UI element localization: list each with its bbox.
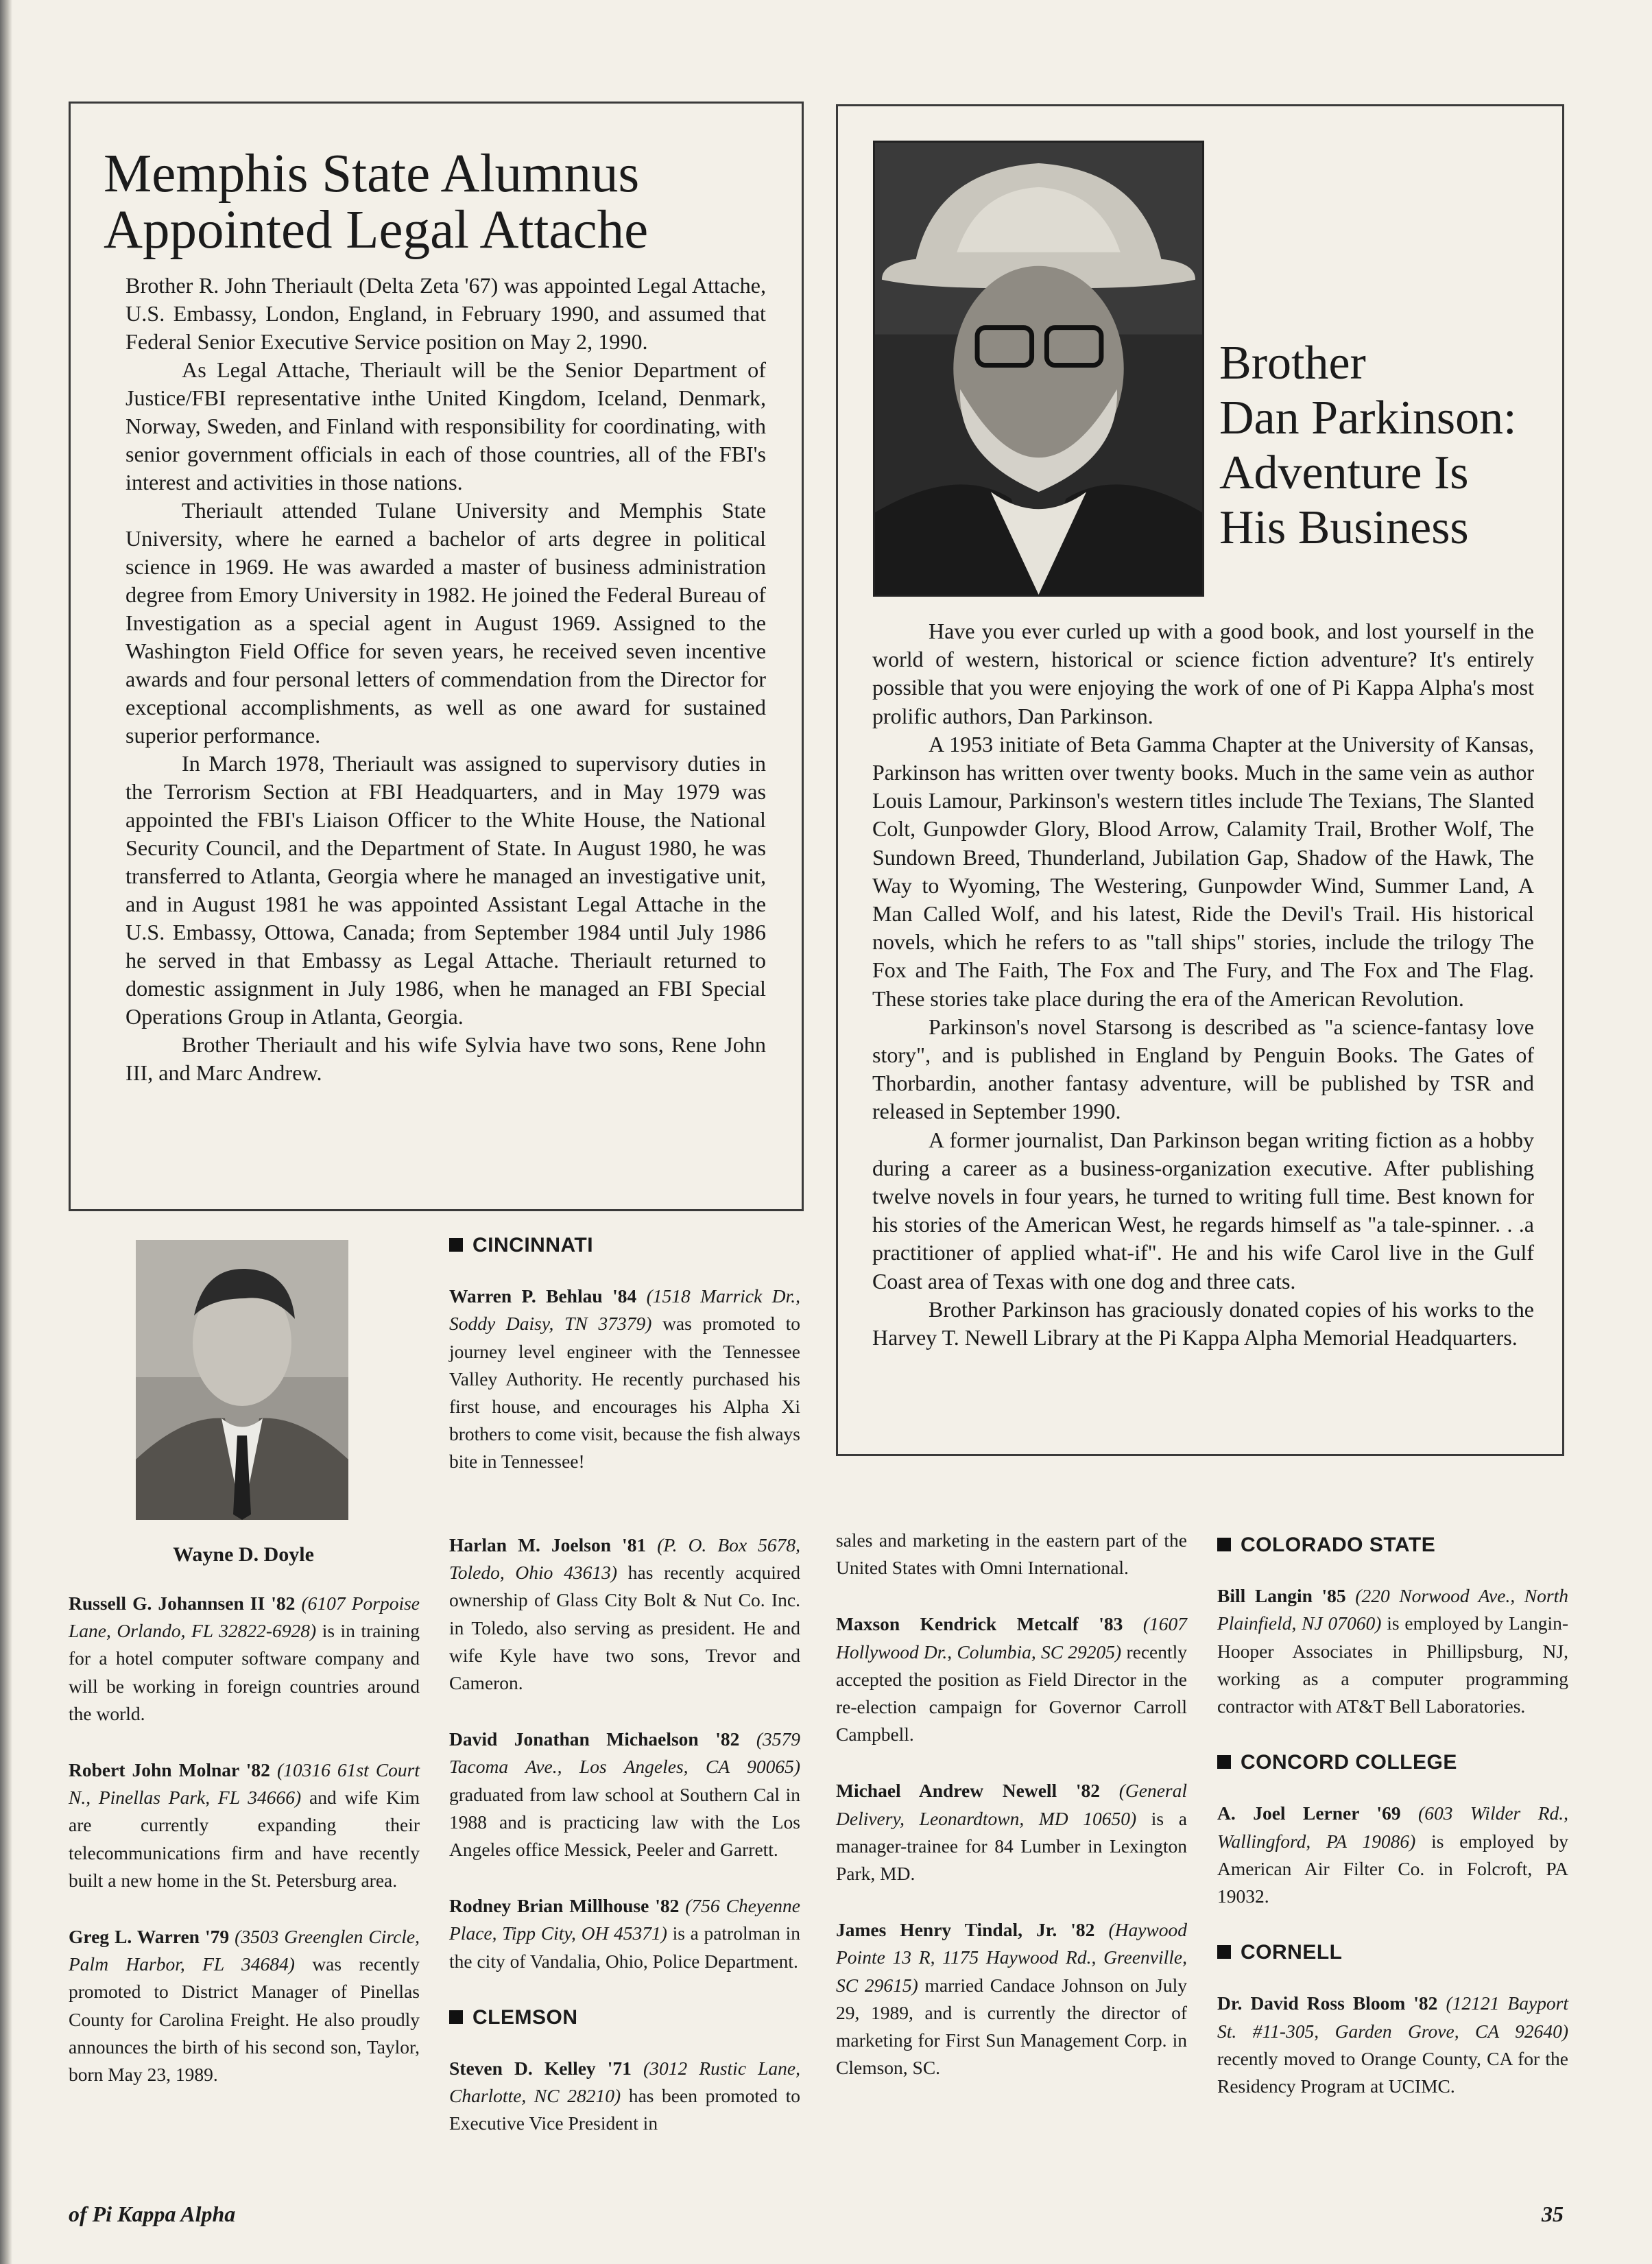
alumni-entry [449,1283,800,1475]
section-heading-colorado-state: COLORADO STATE [1217,1532,1568,1559]
alumni-text: was promoted to journey level engineer with the Tennessee Valley Authority. He recently purchased his first house, and encourages his Alpha Xi brothers to come visit, because the fish always bite in Tennessee! [449,1313,801,1473]
parkinson-paragraph: Have you ever curled up with a good book, and lost yourself in the world of western, historical or science fiction adventure? It's entirely possible that you were enjoying the work of one of Pi Kappa Alpha's most prolific authors, Dan Parkinson. [872,619,1534,728]
theriault-paragraph: In March 1978, Theriault was assigned to supervisory duties in the Terrorism Section at FBI Headquarters, and in May 1979 was appointed the FBI's Liaison Officer to the White House, the National Security Council, and the Department of State. In August 1980, he was transferred to Atlanta, Georgia where he managed an investigative unit, and in August 1981 he was appointed Assistant Legal Attache in the U.S. Embassy, Ottowa, Canada; from September 1984 until July 1986 he served in that Embassy as Legal Attache. Theriault returned to domestic assignment in July 1986, when he managed an FBI Special Operations Group in Atlanta, Georgia. [125,751,766,1029]
section-bullet-icon [1217,1945,1231,1959]
alumni-text: has been promoted to Executive Vice President in [449,2085,800,2134]
alumni-entry [69,1923,420,2088]
parkinson-title: Brother Dan Parkinson: Adventure Is His Business [1219,337,1517,554]
alumni-text: is a patrolman in the city of Vandalia, Ohio, Police Department. [449,1922,800,1972]
section-bullet-icon [1217,1755,1231,1769]
alumni-column-2-bottom [449,1532,800,2167]
alumni-address: (3503 Greenglen Circle, Palm Harbor, FL 34684) [69,1926,420,1975]
alumni-entry-continued [836,1527,1187,1582]
alumni-name: James Henry Tindal, Jr. '82 [836,1919,1095,1941]
footer-publication: of Pi Kappa Alpha [69,2202,236,2226]
page-binding-shadow [0,0,12,2264]
section-bullet-icon [449,2010,463,2024]
parkinson-body [872,617,1534,1352]
alumni-text: married Candace Johnson on July 29, 1989, and is currently the director of marketing for First Sun Management Corp. in Clemson, SC. [836,1974,1188,2079]
alumni-text: is in training for a hotel computer software company and will be working in foreign countries around the world. [69,1620,420,1724]
page-number: 35 [1542,2202,1564,2226]
theriault-body [125,272,766,1087]
alumni-entry [449,1532,800,1697]
alumni-name: Greg L. Warren '79 [69,1926,230,1948]
alumni-address: (220 Norwood Ave., North Plainfield, NJ 07060) [1217,1585,1568,1634]
alumni-text: is a manager-trainee for 84 Lumber in Lexington Park, MD. [836,1807,1187,1885]
alumni-address: (10316 61st Court N., Pinellas Park, FL 34666) [69,1759,420,1809]
alumni-name: Dr. David Ross Bloom '82 [1217,1992,1438,2014]
alumni-address: (3579 Tacoma Ave., Los Angeles, CA 90065) [449,1728,800,1778]
alumni-address: (Haywood Pointe 13 R, 1175 Haywood Rd., Greenville, SC 29615) [836,1919,1188,1996]
alumni-entry [1217,1582,1568,1720]
alumni-name: Maxson Kendrick Metcalf '83 [836,1613,1123,1635]
alumni-entry [836,1777,1187,1887]
doyle-portrait-photo [136,1240,348,1520]
parkinson-article [836,104,1564,1456]
doyle-caption: Wayne D. Doyle [173,1543,314,1566]
parkinson-paragraph: Brother Parkinson has graciously donated copies of his works to the Harvey T. Newell Library at the Pi Kappa Alpha Memorial Headquarters. [872,1296,1534,1350]
section-bullet-icon [449,1238,463,1252]
parkinson-paragraph: A former journalist, Dan Parkinson began writing fiction as a hobby during a career as a business-organization executive. After publishing twelve novels in four years, he turned to writing full time. Best known for his stories of the American West, he regards himself as "a tale-spinner. . .a practitioner of applied what-if". He and his wife Carol live in the Gulf Coast area of Texas with one dog and three cats. [872,1127,1534,1294]
alumni-text: is employed by American Air Filter Co. in Folcroft, PA 19032. [1217,1830,1568,1907]
section-heading-concord-college: CONCORD COLLEGE [1217,1749,1568,1776]
alumni-address: (3012 Rustic Lane, Charlotte, NC 28210) [449,2058,800,2107]
theriault-paragraph: Brother R. John Theriault (Delta Zeta '67) was appointed Legal Attache, U.S. Embassy, London, England, in February 1990, and assumed that Federal Senior Executive Service position on May 2, 1990. [125,273,766,354]
parkinson-paragraph: Parkinson's novel Starsong is described as "a science-fantasy love story", and is published in England by Penguin Books. The Gates of Thorbardin, another fantasy adventure, will be published by TSR and released in September 1990. [872,1014,1534,1124]
theriault-paragraph: Theriault attended Tulane University and Memphis State University, where he earned a bachelor of arts degree in political science in 1969. He was awarded a master of business administration degree from Emory University in 1982. He joined the Federal Bureau of Investigation as a special agent in August 1969. Assigned to the Washington Field Office for seven years, he received seven incentive awards and four personal letters of commendation from the Director for exceptional accomplishments, as well as one award for sustained superior performance. [125,498,766,748]
alumni-text: recently accepted the position as Field Director in the re-election campaign for Governor Carroll Campbell. [836,1641,1188,1745]
alumni-name: Warren P. Behlau '84 [449,1285,637,1307]
alumni-entry [449,2055,800,2138]
parkinson-portrait-photo [873,141,1204,597]
section-heading-clemson: CLEMSON [449,2004,800,2031]
alumni-entry [69,1590,420,1728]
alumni-entry [1217,1800,1568,1910]
theriault-article [69,102,804,1211]
alumni-column-4 [1217,1532,1568,2129]
alumni-text: sales and marketing in the eastern part of the United States with Omni International. [836,1529,1187,1579]
alumni-name: A. Joel Lerner '69 [1217,1802,1401,1824]
alumni-entry [836,1610,1187,1748]
alumni-entry [1217,1990,1568,2100]
section-bullet-icon [1217,1538,1231,1551]
alumni-address: (603 Wilder Rd., Wallingford, PA 19086) [1217,1802,1569,1852]
alumni-name: Robert John Molnar '82 [69,1759,270,1781]
alumni-name: Harlan M. Joelson '81 [449,1534,647,1556]
alumni-text: recently moved to Orange County, CA for the Residency Program at UCIMC. [1217,2047,1568,2097]
section-heading-cincinnati: CINCINNATI [449,1232,800,1259]
alumni-name: Bill Langin '85 [1217,1585,1346,1607]
alumni-address: (6107 Porpoise Lane, Orlando, FL 32822-6928) [69,1593,420,1642]
theriault-paragraph: Brother Theriault and his wife Sylvia have two sons, Rene John III, and Marc Andrew. [125,1032,766,1085]
alumni-text: graduated from law school at Southern Cal in 1988 and is practicing law with the Los Angeles office Messick, Peeler and Garrett. [449,1783,800,1861]
alumni-column-1 [69,1590,420,2117]
alumni-entry [69,1756,420,1894]
alumni-entry [836,1916,1187,2082]
alumni-name: Steven D. Kelley '71 [449,2058,632,2080]
alumni-name: Rodney Brian Millhouse '82 [449,1895,680,1917]
parkinson-paragraph: A 1953 initiate of Beta Gamma Chapter at the University of Kansas, Parkinson has written over twenty books. Much in the same vein as author Louis Lamour, Parkinson's western titles include The Texians, The Slanted Colt, Gunpowder Glory, Blood Arrow, Calamity Trail, Brother Wolf, The Sundown Breed, Thunderland, Jubilation Gap, Shadow of the Hawk, The Way to Wyoming, The Westering, Gunpowder Wind, Summer Land, A Man Called Wolf, and his latest, Ride the Devil's Trail. His historical novels, which he refers to as "tall ships" stories, include the trilogy The Fox and The Faith, The Fox and The Fury, and The Fox and The Flag. These stories take place during the era of the American Revolution. [872,731,1534,1011]
theriault-title: Memphis State Alumnus Appointed Legal Attache [104,144,649,260]
alumni-column-3 [836,1527,1187,2110]
alumni-address: (General Delivery, Leonardtown, MD 10650) [836,1780,1188,1829]
alumni-text: and wife Kim are currently expanding their telecommunications firm and have recently built a new home in the St. Petersburg area. [69,1787,420,1891]
theriault-paragraph: As Legal Attache, Theriault will be the Senior Department of Justice/FBI representative inthe United Kingdom, Iceland, Denmark, Norway, Sweden, and Finland with responsibility for coordinating, with senior government officials in each of those countries, all of the FBI's interest and activities in those nations. [125,357,766,494]
alumni-address: (12121 Bayport St. #11-305, Garden Grove, CA 92640) [1217,1992,1568,2042]
alumni-text: has recently acquired ownership of Glass City Bolt & Nut Co. Inc. in Toledo, also serving as president. He and wife Kyle have two sons, Trevor and Cameron. [449,1562,800,1694]
alumni-text: is employed by Langin-Hooper Associates in Phillipsburg, NJ, working as a computer programming contractor with AT&T Bell Laboratories. [1217,1612,1569,1717]
alumni-address: (1518 Marrick Dr., Soddy Daisy, TN 37379) [449,1285,801,1335]
alumni-column-2-top [449,1232,800,1505]
alumni-address: (1607 Hollywood Dr., Columbia, SC 29205) [836,1613,1187,1663]
alumni-name: Russell G. Johannsen II '82 [69,1593,296,1614]
alumni-address: (756 Cheyenne Place, Tipp City, OH 45371) [449,1895,800,1944]
alumni-address: (P. O. Box 5678, Toledo, Ohio 43613) [449,1534,800,1584]
alumni-entry [449,1726,800,1863]
section-heading-cornell: CORNELL [1217,1939,1568,1966]
alumni-name: David Jonathan Michaelson '82 [449,1728,740,1750]
alumni-entry [449,1892,800,1975]
alumni-text: was recently promoted to District Manager of Pinellas County for Carolina Freight. He also proudly announces the birth of his second son, Taylor, born May 23, 1989. [69,1953,420,2086]
alumni-name: Michael Andrew Newell '82 [836,1780,1101,1802]
